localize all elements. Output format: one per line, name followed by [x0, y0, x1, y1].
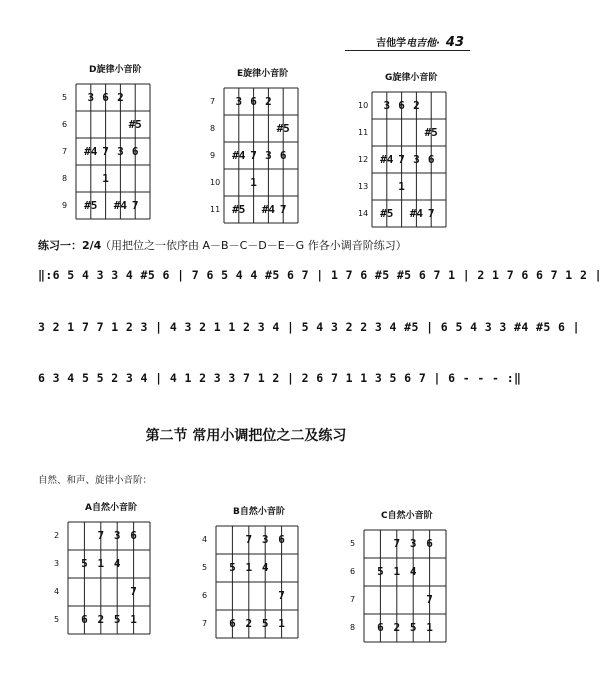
- scale-note: 6: [279, 148, 287, 162]
- score-line-2: 3 2 1 7 7 1 2 3 | 4 3 2 1 1 2 3 4 | 5 4 3 2 2 3 4 #5 | 6 5 4 3 3 #4 #5 6 |: [38, 320, 580, 334]
- scale-note: 7: [279, 202, 287, 216]
- fret-number: 5: [62, 92, 68, 102]
- scale-note: 7: [398, 152, 405, 166]
- fret-grid: [224, 66, 298, 225]
- fret-number: 7: [350, 595, 356, 604]
- fret-grid: [76, 62, 150, 221]
- scale-note: 3: [113, 529, 121, 542]
- page-header: [376, 34, 464, 50]
- scale-note: 3: [413, 152, 420, 166]
- scale-note: 4: [409, 565, 417, 578]
- scale-note: 1: [250, 175, 257, 189]
- scale-note: 7: [131, 198, 139, 212]
- scale-note: 7: [130, 585, 137, 598]
- scale-note: 6: [427, 152, 435, 166]
- scale-note: 2: [97, 613, 105, 626]
- fret-number: 14: [358, 208, 369, 218]
- scale-note: 7: [102, 144, 109, 158]
- scale-note: 2: [393, 621, 401, 634]
- fret-number: 10: [358, 100, 369, 110]
- scale-note: 1: [393, 565, 401, 578]
- score-line-3: 6 3 4 5 5 2 3 4 | 4 1 2 3 3 7 1 2 | 2 6 7 1 1 3 5 6 7 | 6 - - - :‖: [38, 371, 522, 385]
- scale-note: 4: [261, 561, 269, 574]
- exercise-label: 练习一：2/4: [38, 239, 102, 252]
- fret-number: 11: [210, 204, 221, 214]
- fret-number: 8: [350, 623, 356, 632]
- scale-note: 7: [97, 529, 105, 542]
- scale-note: 1: [426, 621, 433, 634]
- scale-note: 1: [97, 557, 105, 570]
- scale-note: 3: [235, 94, 243, 108]
- scale-note: 5: [113, 613, 121, 626]
- scale-note: 6: [102, 90, 109, 104]
- scale-note: 6: [250, 94, 257, 108]
- scale-note: 2: [245, 617, 253, 630]
- fret-number: 9: [62, 200, 68, 210]
- scale-note: #5: [128, 117, 142, 131]
- scale-note: 1: [398, 179, 405, 193]
- scale-note: 7: [426, 593, 433, 606]
- scale-note: 3: [265, 148, 272, 162]
- scale-note: 1: [245, 561, 253, 574]
- scale-note: 6: [130, 529, 137, 542]
- scale-note: 6: [81, 613, 88, 626]
- fret-number: 9: [210, 150, 216, 160]
- scale-note: 1: [278, 617, 285, 630]
- fret-number: 6: [202, 591, 208, 600]
- scale-note: 6: [131, 144, 139, 158]
- scale-note: #5: [424, 125, 438, 139]
- scale-note: 3: [87, 90, 95, 104]
- diagram-title: C自然小音阶: [381, 511, 433, 521]
- section-title: 第二节 常用小调把位之二及练习: [145, 428, 347, 444]
- diagram-title: A自然小音阶: [85, 503, 137, 513]
- scale-note: 3: [409, 537, 417, 550]
- scale-note: 5: [377, 565, 384, 578]
- fret-number: 12: [358, 154, 369, 164]
- fret-number: 11: [358, 127, 369, 137]
- scale-note: 5: [261, 617, 269, 630]
- scale-note: #4: [232, 148, 246, 162]
- scale-note: 3: [383, 98, 391, 112]
- header-italic: 电吉他·: [406, 38, 440, 49]
- fret-number: 7: [210, 96, 216, 106]
- score-line-1: ‖:6 5 4 3 3 4 #5 6 | 7 6 5 4 4 #5 6 7 | 1 7 6 #5 #5 6 7 1 | 2 1 7 6 6 7 1 2 |: [38, 268, 602, 282]
- fret-number: 7: [202, 619, 208, 628]
- scale-note: 6: [229, 617, 236, 630]
- fret-number: 4: [54, 587, 60, 596]
- fret-number: 6: [350, 567, 356, 576]
- scale-note: 7: [278, 589, 285, 602]
- header-rule: [345, 50, 470, 51]
- exercise-instruction: （用把位之一依序由 A－B－C－D－E－G 作各小调音阶练习）: [100, 239, 407, 252]
- fret-number: 6: [62, 119, 68, 129]
- scale-note: 5: [229, 561, 236, 574]
- scale-note: 6: [278, 533, 285, 546]
- scale-note: 6: [398, 98, 405, 112]
- scale-note: 3: [261, 533, 269, 546]
- scale-note: #5: [380, 206, 394, 220]
- fret-number: 8: [62, 173, 68, 183]
- scale-note: 3: [117, 144, 124, 158]
- scale-note: #5: [84, 198, 98, 212]
- header-series: 吉他学: [376, 38, 407, 49]
- fret-number: 5: [350, 539, 356, 548]
- fret-number: 8: [210, 123, 216, 133]
- scale-note: 6: [377, 621, 384, 634]
- diagram-title: B自然小音阶: [233, 507, 285, 517]
- fret-number: 10: [210, 177, 221, 187]
- scale-note: #5: [276, 121, 290, 135]
- diagram-title: E旋律小音阶: [237, 69, 289, 79]
- scale-note: #4: [113, 198, 128, 212]
- fret-number: 7: [62, 146, 68, 156]
- scale-note: 7: [245, 533, 253, 546]
- scale-note: #4: [261, 202, 276, 216]
- scale-note: #4: [380, 152, 394, 166]
- diagram-title: G旋律小音阶: [385, 73, 438, 83]
- scale-note: 5: [81, 557, 88, 570]
- fret-number: 13: [358, 181, 369, 191]
- fret-number: 3: [54, 559, 60, 568]
- diagram-title: D旋律小音阶: [89, 65, 142, 75]
- scale-note: 2: [117, 90, 124, 104]
- fret-number: 5: [54, 615, 60, 624]
- scale-note: 5: [409, 621, 417, 634]
- scale-note: 7: [427, 206, 435, 220]
- scale-note: 1: [130, 613, 137, 626]
- scale-note: #4: [84, 144, 98, 158]
- scale-note: 2: [265, 94, 272, 108]
- fret-grid: [372, 70, 446, 229]
- fret-number: 5: [202, 563, 208, 572]
- scale-note: 1: [102, 171, 109, 185]
- scale-note: 2: [413, 98, 420, 112]
- scale-note: #5: [232, 202, 246, 216]
- fret-number: 4: [202, 535, 208, 544]
- scale-intro: 自然、和声、旋律小音阶：: [38, 475, 153, 486]
- scale-note: 6: [426, 537, 433, 550]
- scale-note: 4: [113, 557, 121, 570]
- fret-number: 2: [54, 531, 60, 540]
- scale-note: #4: [409, 206, 424, 220]
- scale-note: 7: [393, 537, 401, 550]
- page-number: 43: [445, 35, 464, 50]
- scale-note: 7: [250, 148, 257, 162]
